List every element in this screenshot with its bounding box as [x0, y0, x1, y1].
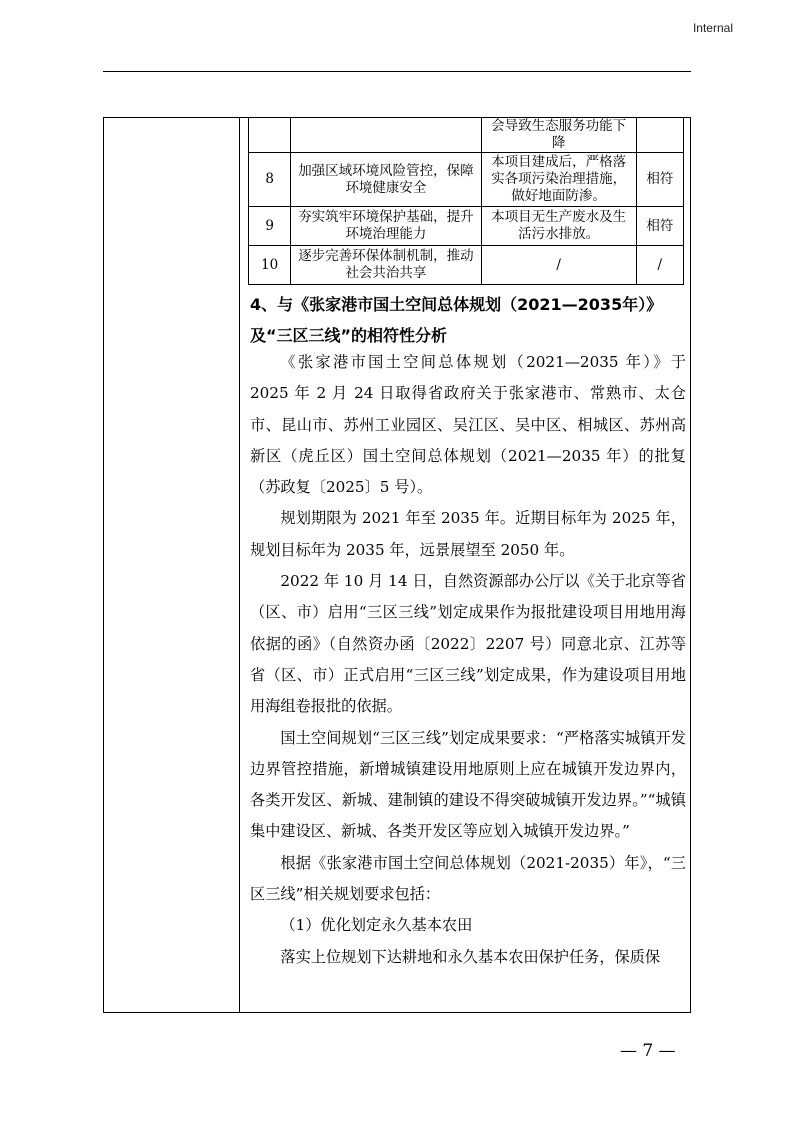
- table-cell-requirement: 加强区域环境风险管控，保障环境健康安全: [291, 153, 481, 207]
- header-label: Internal: [692, 21, 733, 35]
- conformity-table: [248, 117, 684, 285]
- table-cell-project: /: [481, 246, 636, 285]
- table-cell-requirement: [291, 118, 481, 153]
- table-cell-requirement: 夯实筑牢环境保护基础，提升环境治理能力: [291, 207, 481, 246]
- paragraph: 2022 年 10 月 14 日，自然资源部办公厅以《关于北京等省（区、市）启用“三区三线”划定成果作为报批建设项目用地用海依据的函》（自然资办函〔2022〕2207 号）同意北京、江苏等省（区、市）正式启用“三区三线”划定成果，作为建设项目用地用海组卷报批的依据。: [250, 572, 686, 716]
- table-row: [249, 246, 684, 285]
- table-cell-num: 8: [249, 153, 291, 207]
- table-cell-conformity: [636, 118, 683, 153]
- paragraph: 国土空间规划“三区三线”划定成果要求：“严格落实城镇开发边界管控措施，新增城镇建设用地原则上应在城镇开发边界内，各类开发区、新城、建制镇的建设不得突破城镇开发边界。”“城镇集中建设区、新城、各类开发区等应划入城镇开发边界。”: [250, 728, 686, 841]
- table-cell-conformity: 相符: [636, 153, 683, 207]
- table-cell-num: [249, 118, 291, 153]
- section-body: [250, 347, 686, 973]
- table-cell-project: 会导致生态服务功能下降: [481, 118, 636, 153]
- table-cell-project: 本项目建成后，严格落实各项污染治理措施，做好地面防渗。: [481, 153, 636, 207]
- table-cell-requirement: 逐步完善环保体制机制，推动社会共治共享: [291, 246, 481, 285]
- header-rule: [103, 71, 691, 72]
- section-heading: 4、与《张家港市国土空间总体规划（2021—2035年）》及“三区三线”的相符性分析: [250, 295, 663, 345]
- table-cell-conformity: /: [636, 246, 683, 285]
- page-number: — 7 —: [620, 1041, 676, 1061]
- table-cell-conformity: 相符: [636, 207, 683, 246]
- column-divider: [239, 117, 240, 1013]
- table-row: [249, 207, 684, 246]
- table-cell-project: 本项目无生产废水及生活污水排放。: [481, 207, 636, 246]
- table-row: [249, 153, 684, 207]
- paragraph: 《张家港市国土空间总体规划（2021—2035 年）》于 2025 年 2 月 24 日取得省政府关于张家港市、常熟市、太仓市、昆山市、苏州工业园区、吴江区、吴中区、相城区、苏州高新区（虎丘区）国土空间总体规划（2021—2035 年）的批复（苏政复〔2025〕5 号）。: [250, 353, 686, 497]
- table-cell-num: 9: [249, 207, 291, 246]
- paragraph: 根据《张家港市国土空间总体规划（2021-2035）年》，“三区三线”相关规划要求包括：: [250, 853, 686, 904]
- table-cell-num: 10: [249, 246, 291, 285]
- paragraph: 规划期限为 2021 年至 2035 年。近期目标年为 2025 年，规划目标年为 2035 年，远景展望至 2050 年。: [250, 509, 686, 559]
- paragraph: （1）优化划定永久基本农田: [280, 916, 473, 935]
- table-row: [249, 118, 684, 153]
- paragraph: 落实上位规划下达耕地和永久基本农田保护任务，保质保: [280, 947, 661, 966]
